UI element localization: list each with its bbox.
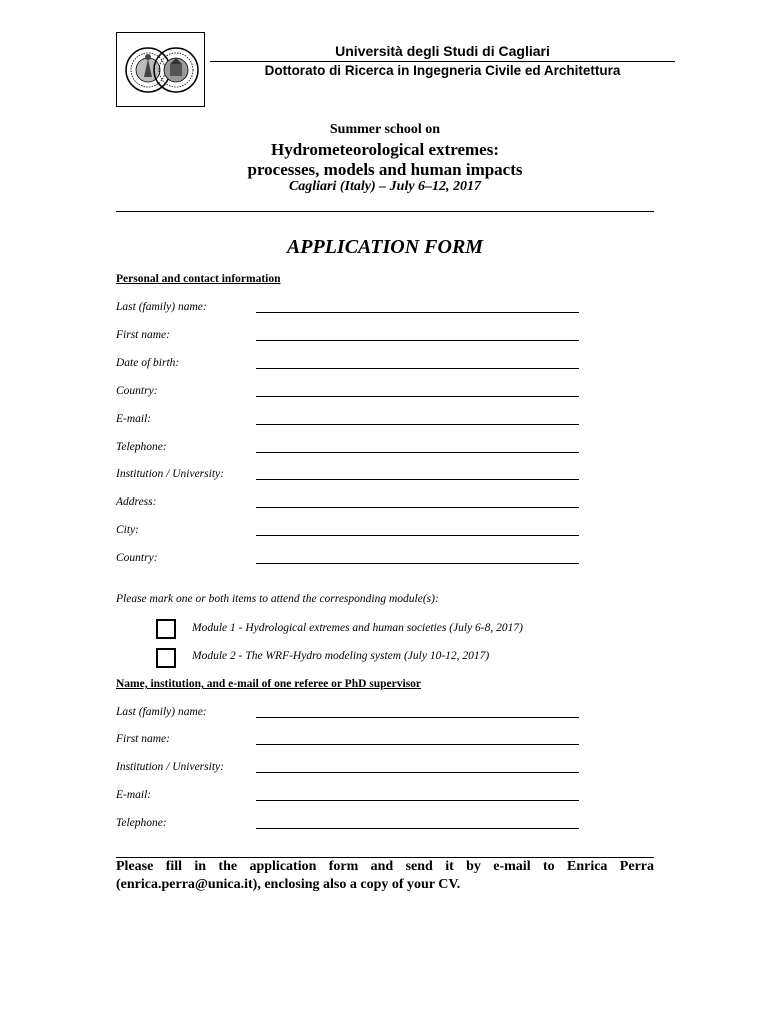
university-seal-logo bbox=[116, 32, 205, 107]
referee-last-name-input[interactable] bbox=[256, 717, 579, 718]
doctorate-name: Dottorato di Ricerca in Ingegneria Civile ed Architettura bbox=[264, 63, 621, 78]
referee-telephone-label: Telephone: bbox=[116, 817, 167, 829]
referee-first-name-label: First name: bbox=[116, 733, 170, 745]
modules-prompt: Please mark one or both items to attend the corresponding module(s): bbox=[116, 593, 439, 605]
referee-email-label: E-mail: bbox=[116, 789, 152, 801]
personal-first-name-label: First name: bbox=[116, 329, 170, 341]
referee-institution-label: Institution / University: bbox=[116, 761, 224, 773]
personal-city-label: City: bbox=[116, 524, 139, 536]
header-divider bbox=[210, 61, 675, 62]
personal-email-input[interactable] bbox=[256, 424, 579, 425]
referee-last-name-label: Last (family) name: bbox=[116, 706, 207, 718]
personal-last-name-input[interactable] bbox=[256, 312, 579, 313]
personal-date-of-birth-label: Date of birth: bbox=[116, 357, 180, 369]
personal-last-name-label: Last (family) name: bbox=[116, 301, 207, 313]
personal-email-label: E-mail: bbox=[116, 413, 152, 425]
referee-institution-input[interactable] bbox=[256, 772, 579, 773]
university-name: Università degli Studi di Cagliari bbox=[335, 43, 550, 59]
event-title-line2: processes, models and human impacts bbox=[247, 160, 523, 179]
event-title-line1: Hydrometeorological extremes: bbox=[270, 140, 499, 159]
event-place-date: Cagliari (Italy) – July 6–12, 2017 bbox=[288, 179, 482, 194]
module-2-checkbox[interactable] bbox=[156, 648, 176, 668]
personal-telephone-label: Telephone: bbox=[116, 441, 167, 453]
referee-email-input[interactable] bbox=[256, 800, 579, 801]
personal-institution-label: Institution / University: bbox=[116, 468, 224, 480]
seal-icon bbox=[117, 33, 204, 106]
personal-country2-input[interactable] bbox=[256, 563, 579, 564]
personal-date-of-birth-input[interactable] bbox=[256, 368, 579, 369]
personal-telephone-input[interactable] bbox=[256, 452, 579, 453]
personal-country-input[interactable] bbox=[256, 396, 579, 397]
personal-address-input[interactable] bbox=[256, 507, 579, 508]
personal-city-input[interactable] bbox=[256, 535, 579, 536]
module-2-label: Module 2 - The WRF-Hydro modeling system (July 10-12, 2017) bbox=[192, 650, 490, 662]
personal-country2-label: Country: bbox=[116, 552, 158, 564]
referee-section-heading: Name, institution, and e-mail of one referee or PhD supervisor bbox=[116, 678, 422, 690]
personal-first-name-input[interactable] bbox=[256, 340, 579, 341]
submission-instructions: Please fill in the application form and send it by e-mail to Enrica Perra (enrica.perra@unica.it), enclosing also a copy of your CV. bbox=[116, 859, 654, 892]
personal-country-label: Country: bbox=[116, 385, 158, 397]
personal-section-heading: Personal and contact information bbox=[116, 273, 281, 285]
title-divider bbox=[116, 211, 654, 212]
event-intro: Summer school on bbox=[329, 122, 441, 137]
personal-address-label: Address: bbox=[116, 496, 157, 508]
form-title: APPLICATION FORM bbox=[286, 236, 484, 258]
referee-telephone-input[interactable] bbox=[256, 828, 579, 829]
module-1-label: Module 1 - Hydrological extremes and human societies (July 6-8, 2017) bbox=[192, 622, 523, 634]
module-1-checkbox[interactable] bbox=[156, 619, 176, 639]
referee-first-name-input[interactable] bbox=[256, 744, 579, 745]
personal-institution-input[interactable] bbox=[256, 479, 579, 480]
